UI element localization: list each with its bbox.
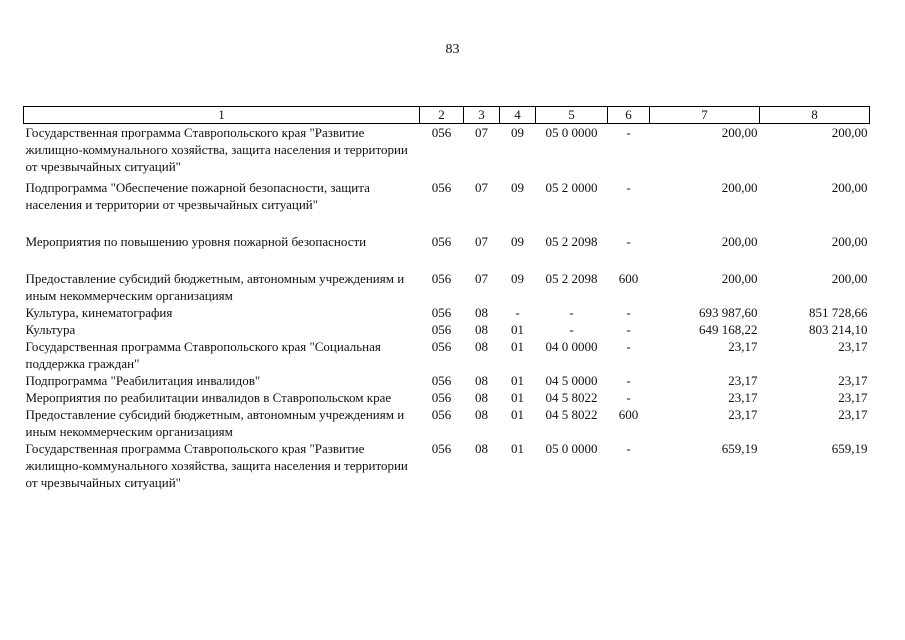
cell-c6: -: [626, 322, 631, 337]
cell-c6: -: [626, 373, 631, 388]
row-name: Предоставление субсидий бюджетным, автономным учреждениям и иным некоммерческим организациям: [25, 271, 405, 303]
cell-c4: 09: [511, 271, 524, 286]
header-row: [24, 107, 870, 124]
cell-c6: -: [626, 441, 631, 456]
cell-c3: 08: [475, 373, 488, 388]
row-name: Государственная программа Ставропольского края "Развитие жилищно-коммунального хозяйства, защита населения и территории от чрезвычайных ситуаций": [25, 441, 408, 490]
cell-c3: 08: [475, 305, 488, 320]
cell-c7: 23,17: [728, 339, 758, 354]
row-spacer: [24, 213, 870, 233]
cell-c4: 01: [511, 407, 524, 422]
cell-c7: 23,17: [728, 390, 758, 405]
cell-c6: -: [626, 390, 631, 405]
cell-c3: 08: [475, 390, 488, 405]
cell-c6: -: [626, 180, 631, 195]
cell-c4: 01: [511, 390, 524, 405]
row-name: Государственная программа Ставропольского края "Развитие жилищно-коммунального хозяйства, защита населения и территории от чрезвычайных ситуаций": [25, 125, 408, 174]
col-header-1: 1: [24, 107, 420, 124]
row-name: Государственная программа Ставропольского края "Социальная поддержка граждан": [25, 339, 381, 371]
cell-c8: 200,00: [831, 271, 868, 286]
cell-c8: 851 728,66: [809, 305, 868, 320]
cell-c8: 23,17: [838, 339, 868, 354]
col-header-8: 8: [760, 107, 870, 124]
cell-c2: 056: [431, 322, 452, 337]
budget-table: [23, 106, 870, 491]
cell-c2: 056: [431, 390, 452, 405]
col-header-2: 2: [420, 107, 464, 124]
cell-c2: 056: [431, 180, 452, 195]
row-spacer: [24, 250, 870, 270]
cell-c7: 649 168,22: [699, 322, 758, 337]
row-name: Мероприятия по повышению уровня пожарной безопасности: [25, 234, 367, 249]
table-row: [24, 406, 870, 440]
cell-c5: -: [569, 322, 574, 337]
cell-c8: 23,17: [838, 407, 868, 422]
table-row: [24, 389, 870, 406]
cell-c6: -: [626, 339, 631, 354]
cell-c3: 07: [475, 234, 488, 249]
col-header-3: 3: [464, 107, 500, 124]
cell-c2: 056: [431, 234, 452, 249]
cell-c4: 01: [511, 441, 524, 456]
cell-c2: 056: [431, 373, 452, 388]
cell-c3: 07: [475, 125, 488, 140]
cell-c7: 200,00: [721, 234, 758, 249]
cell-c7: 693 987,60: [699, 305, 758, 320]
row-name: Культура, кинематография: [25, 305, 173, 320]
row-name: Культура: [25, 322, 76, 337]
cell-c6: 600: [618, 271, 639, 286]
cell-c5: 05 0 0000: [545, 441, 598, 456]
cell-c8: 200,00: [831, 180, 868, 195]
cell-c2: 056: [431, 441, 452, 456]
cell-c4: 01: [511, 339, 524, 354]
col-header-6: 6: [608, 107, 650, 124]
cell-c3: 08: [475, 441, 488, 456]
cell-c5: 04 5 0000: [545, 373, 598, 388]
cell-c7: 659,19: [721, 441, 758, 456]
cell-c4: 09: [511, 125, 524, 140]
table-row: [24, 124, 870, 176]
cell-c4: 09: [511, 180, 524, 195]
cell-c6: 600: [618, 407, 639, 422]
cell-c7: 200,00: [721, 271, 758, 286]
table-row: [24, 175, 870, 213]
table-row: [24, 338, 870, 372]
cell-c5: 05 2 2098: [545, 271, 598, 286]
cell-c2: 056: [431, 305, 452, 320]
cell-c5: 05 0 0000: [545, 125, 598, 140]
cell-c8: 23,17: [838, 373, 868, 388]
cell-c7: 200,00: [721, 125, 758, 140]
cell-c5: 05 2 0000: [545, 180, 598, 195]
row-name: Мероприятия по реабилитации инвалидов в Ставропольском крае: [25, 390, 392, 405]
cell-c4: 01: [511, 322, 524, 337]
cell-c8: 23,17: [838, 390, 868, 405]
cell-c6: -: [626, 125, 631, 140]
row-name: Предоставление субсидий бюджетным, автономным учреждениям и иным некоммерческим организациям: [25, 407, 405, 439]
cell-c8: 200,00: [831, 234, 868, 249]
cell-c5: -: [569, 305, 574, 320]
cell-c2: 056: [431, 125, 452, 140]
cell-c7: 200,00: [721, 180, 758, 195]
col-header-5: 5: [536, 107, 608, 124]
table-row: [24, 270, 870, 304]
cell-c3: 08: [475, 407, 488, 422]
table-row: [24, 440, 870, 491]
table-row: [24, 233, 870, 250]
cell-c2: 056: [431, 339, 452, 354]
table-row: [24, 372, 870, 389]
cell-c6: -: [626, 234, 631, 249]
cell-c5: 04 5 8022: [545, 407, 598, 422]
cell-c5: 04 0 0000: [545, 339, 598, 354]
table-row: [24, 321, 870, 338]
cell-c4: 09: [511, 234, 524, 249]
page-number: 83: [445, 42, 460, 57]
cell-c3: 07: [475, 180, 488, 195]
cell-c7: 23,17: [728, 373, 758, 388]
cell-c3: 08: [475, 339, 488, 354]
cell-c8: 803 214,10: [809, 322, 868, 337]
cell-c3: 08: [475, 322, 488, 337]
col-header-4: 4: [500, 107, 536, 124]
row-name: Подпрограмма "Обеспечение пожарной безопасности, защита населения и территории от чрезвычайных ситуаций": [25, 180, 370, 212]
row-name: Подпрограмма "Реабилитация инвалидов": [25, 373, 261, 388]
cell-c3: 07: [475, 271, 488, 286]
col-header-7: 7: [650, 107, 760, 124]
cell-c4: 01: [511, 373, 524, 388]
cell-c8: 200,00: [831, 125, 868, 140]
table-row: [24, 304, 870, 321]
cell-c7: 23,17: [728, 407, 758, 422]
cell-c2: 056: [431, 271, 452, 286]
cell-c5: 05 2 2098: [545, 234, 598, 249]
cell-c8: 659,19: [831, 441, 868, 456]
cell-c4: -: [515, 305, 520, 320]
cell-c6: -: [626, 305, 631, 320]
cell-c2: 056: [431, 407, 452, 422]
cell-c5: 04 5 8022: [545, 390, 598, 405]
